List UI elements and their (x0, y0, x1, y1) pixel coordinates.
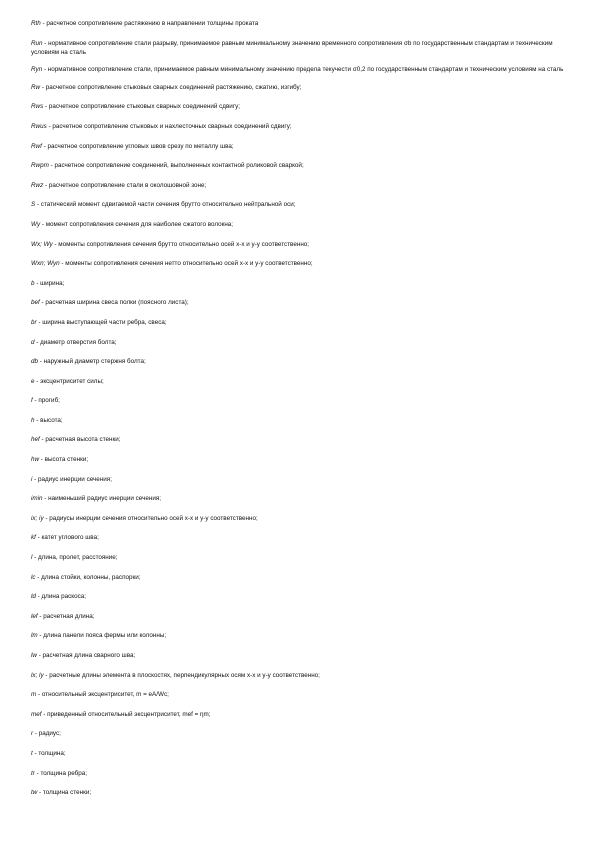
definition-text: - нормативное сопротивление стали, принимаемое равным минимальному значению предела текучести σ0,2 по государственным стандартам и техническим условиям на сталь (42, 66, 564, 74)
definition-text: - радиус; (33, 730, 61, 738)
definition-text: - катет углового шва; (35, 534, 99, 542)
definition-symbol: Run (31, 39, 43, 47)
definition-item (31, 102, 565, 111)
definition-text: - моменты сопротивления сечения нетто относительно осей x-x и y-y соответственно; (59, 260, 313, 268)
definition-symbol: ld (31, 593, 36, 601)
definition-symbol: tw (31, 789, 38, 797)
definition-symbol: lx; ly (31, 671, 44, 679)
definition-symbol: imin (31, 495, 43, 503)
definition-text: - расчетное сопротивление стыковых сварных соединений растяжению, сжатию, изгибу; (40, 83, 302, 91)
definition-text: - радиусы инерции сечения относительно осей x-x и y-y соответственно; (43, 514, 258, 522)
definition-symbol: mef (31, 710, 42, 718)
definition-symbol: tr (31, 769, 35, 777)
definition-symbol: Wy (31, 220, 41, 228)
definition-text: - приведенный относительный эксцентриситет, mef = ηm; (41, 710, 211, 718)
definition-text: - длина, пролет, расстояние; (32, 554, 118, 562)
definition-item (31, 573, 565, 582)
definition-item (31, 710, 565, 719)
definition-text: - расчетное сопротивление стыковых и нахлесточных сварных соединений сдвигу; (46, 122, 292, 130)
definition-item (31, 377, 565, 386)
definition-text: - расчетная высота стенки; (39, 436, 121, 444)
definition-symbol: b (31, 279, 35, 287)
definition-symbol: f (31, 397, 33, 405)
definition-text: - нормативное сопротивление стали разрыву, принимаемое равным минимальному значению временного сопротивления σb по государственным стандартам и техническим условиям на сталь (31, 39, 553, 56)
definition-item (31, 455, 565, 464)
definition-text: - радиус инерции сечения; (32, 475, 112, 483)
definition-symbol: lc (31, 573, 36, 581)
definition-item (31, 671, 565, 680)
definition-item (31, 533, 565, 542)
definition-item (31, 83, 565, 92)
definition-item (31, 592, 565, 601)
definition-item (31, 318, 565, 327)
definition-text: - расчетное сопротивление растяжению в направлении толщины проката (40, 20, 259, 27)
definition-symbol: Rwf (31, 142, 42, 150)
definition-symbol: Rwz (31, 181, 44, 189)
definition-symbol: db (31, 358, 39, 366)
definition-text: - расчетное сопротивление угловых швов срезу по металлу шва; (41, 142, 234, 150)
definition-text: - расчетные длины элемента в плоскостях, перпендикулярных осям x-x и y-y соответственно; (43, 671, 320, 679)
definition-text: - расчетная длина сварного шва; (36, 652, 136, 659)
definition-symbol: e (31, 377, 35, 385)
definition-symbol: l (31, 554, 33, 562)
definition-symbol: lef (31, 612, 38, 620)
definition-symbol: kf (31, 534, 36, 542)
definition-text: - прогиб; (32, 397, 60, 405)
definition-symbol: ix; iy (31, 514, 44, 522)
definition-item (31, 142, 565, 151)
definition-symbol: d (31, 338, 35, 346)
definition-text: - высота; (34, 416, 63, 424)
definition-item (31, 749, 565, 758)
definition-symbol: hef (31, 436, 40, 444)
definition-item (31, 279, 565, 288)
definition-item (31, 200, 565, 209)
definition-item (31, 514, 565, 523)
definition-text: - длина панели пояса фермы или колонны; (37, 632, 167, 640)
definition-symbol: bef (31, 299, 40, 307)
definition-text: - толщина; (32, 749, 66, 757)
definition-text: - длина раскоса; (35, 593, 86, 601)
definition-text: - толщина ребра; (34, 769, 88, 777)
definition-text: - наименьший радиус инерции сечения; (42, 495, 162, 503)
definition-symbol: S (31, 201, 36, 209)
definition-item (31, 357, 565, 366)
definition-item (31, 396, 565, 405)
definition-symbol: Rwus (31, 122, 47, 130)
definition-item (31, 298, 565, 307)
definition-symbol: Rwpm (31, 162, 49, 170)
definition-item (31, 435, 565, 444)
definition-item (31, 475, 565, 484)
definition-symbol: Wxn; Wyn (31, 260, 60, 268)
definition-item (31, 416, 565, 425)
definition-item (31, 240, 565, 249)
definition-text: - статический момент сдвигаемой части сечения брутто относительно нейтральной оси; (35, 201, 296, 209)
definition-text: - расчетная длина; (37, 612, 95, 620)
definition-text: - эксцентриситет силы; (34, 377, 104, 385)
definition-text: - расчетное сопротивление стыковых сварных соединений сдвигу; (43, 103, 241, 111)
definition-item (31, 122, 565, 131)
definition-text: - толщина стенки; (37, 789, 92, 797)
definition-text: - моменты сопротивления сечения брутто относительно осей x-x и y-y соответственно; (52, 240, 310, 248)
definition-symbol: m (31, 691, 37, 699)
definition-text: - высота стенки; (39, 456, 89, 464)
definition-item (31, 65, 565, 74)
definition-symbol: i (31, 475, 33, 483)
definition-text: - диаметр отверстия болта; (34, 338, 117, 346)
definition-text: - относительный эксцентриситет, m = eA/Wc; (36, 691, 169, 699)
definition-text: - расчетное сопротивление соединений, выполненных контактной роликовой сваркой; (48, 162, 304, 170)
definition-symbol: lm (31, 632, 38, 640)
definition-text: - длина стойки, колонны, распорки; (35, 573, 141, 581)
definition-item (31, 494, 565, 503)
definition-text: - расчетное сопротивление стали в околошовной зоне; (43, 181, 207, 189)
definition-item (31, 338, 565, 347)
definition-item (31, 161, 565, 170)
definition-text: - момент сопротивления сечения для наиболее сжатого волокна; (40, 220, 234, 228)
definition-symbol: hw (31, 456, 40, 464)
definition-item (31, 788, 565, 797)
definition-item (31, 769, 565, 778)
definition-symbol: Rws (31, 103, 44, 111)
definition-symbol: t (31, 749, 33, 757)
definition-item (31, 39, 565, 57)
definition-text: - ширина; (34, 279, 65, 287)
definition-item (31, 729, 565, 738)
definition-symbol: r (31, 730, 34, 738)
definition-symbol: Rw (31, 83, 41, 91)
definition-symbol: Ryn (31, 66, 43, 74)
definition-item (31, 631, 565, 640)
definition-item (31, 612, 565, 621)
definition-symbol: Rth (31, 20, 41, 27)
definition-item (31, 181, 565, 190)
definition-text: - наружный диаметр стержня болта; (38, 358, 146, 366)
definition-symbol: Wx; Wy (31, 240, 53, 248)
definition-item (31, 220, 565, 229)
definition-symbol: br (31, 318, 37, 326)
definition-item (31, 553, 565, 562)
definition-item (31, 690, 565, 699)
definition-text: - расчетная ширина свеса полки (поясного листа); (39, 299, 189, 307)
definition-text: - ширина выступающей части ребра, свеса; (36, 318, 167, 326)
definition-item (31, 259, 565, 268)
definition-item (31, 19, 565, 28)
definition-symbol: h (31, 416, 35, 424)
definition-symbol: lw (31, 652, 37, 659)
definition-item (31, 651, 565, 660)
